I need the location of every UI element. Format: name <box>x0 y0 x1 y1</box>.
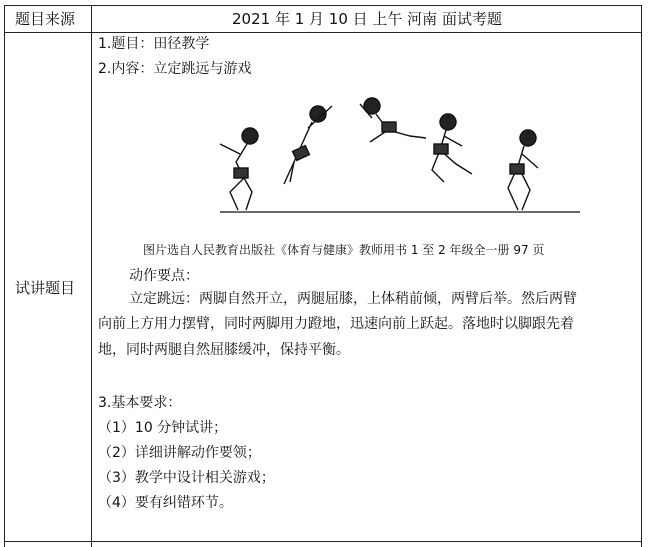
key-points-line-3: 地，同时两腿自然屈膝缓冲，保持平衡。 <box>98 342 350 358</box>
source-label: 题目来源 <box>15 10 76 28</box>
table-left-border <box>4 5 5 547</box>
key-points-title: 动作要点： <box>129 268 199 284</box>
table-bottom-border <box>4 541 642 542</box>
header-divider <box>4 32 642 33</box>
standing-long-jump-illustration <box>200 92 580 217</box>
requirement-4: （4）要有纠错环节。 <box>98 495 233 511</box>
table-right-border <box>641 5 642 547</box>
jumper-crouch <box>220 128 258 210</box>
source-value: 2021 年 1 月 10 日 上午 河南 面试考题 <box>232 10 502 28</box>
requirement-2: （2）详细讲解动作要领； <box>98 445 261 461</box>
key-points-line-1: 立定跳远：两脚自然开立，两腿屈膝，上体稍前倾，两臂后举。然后两臂 <box>129 291 577 307</box>
jumper-takeoff <box>284 106 332 184</box>
requirements-title: 3.基本要求： <box>98 395 182 411</box>
row-label: 试讲题目 <box>15 279 76 297</box>
requirement-3: （3）教学中设计相关游戏； <box>98 470 275 486</box>
figure-caption: 图片选自人民教育出版社《体育与健康》教师用书 1 至 2 年级全一册 97 页 <box>143 243 545 257</box>
table-top-border <box>4 5 642 6</box>
content-line: 2.内容：立定跳远与游戏 <box>98 61 252 77</box>
key-points-line-2: 向前上方用力摆臂，同时两脚用力蹬地，迅速向前上跃起。落地时以脚跟先着 <box>98 316 574 332</box>
requirement-1: （1）10 分钟试讲； <box>98 420 228 436</box>
jumper-landing-prep <box>432 114 472 182</box>
topic-line: 1.题目：田径教学 <box>98 36 210 52</box>
jumper-flight <box>360 98 426 142</box>
column-divider <box>91 5 92 547</box>
jumper-landed <box>508 130 538 210</box>
